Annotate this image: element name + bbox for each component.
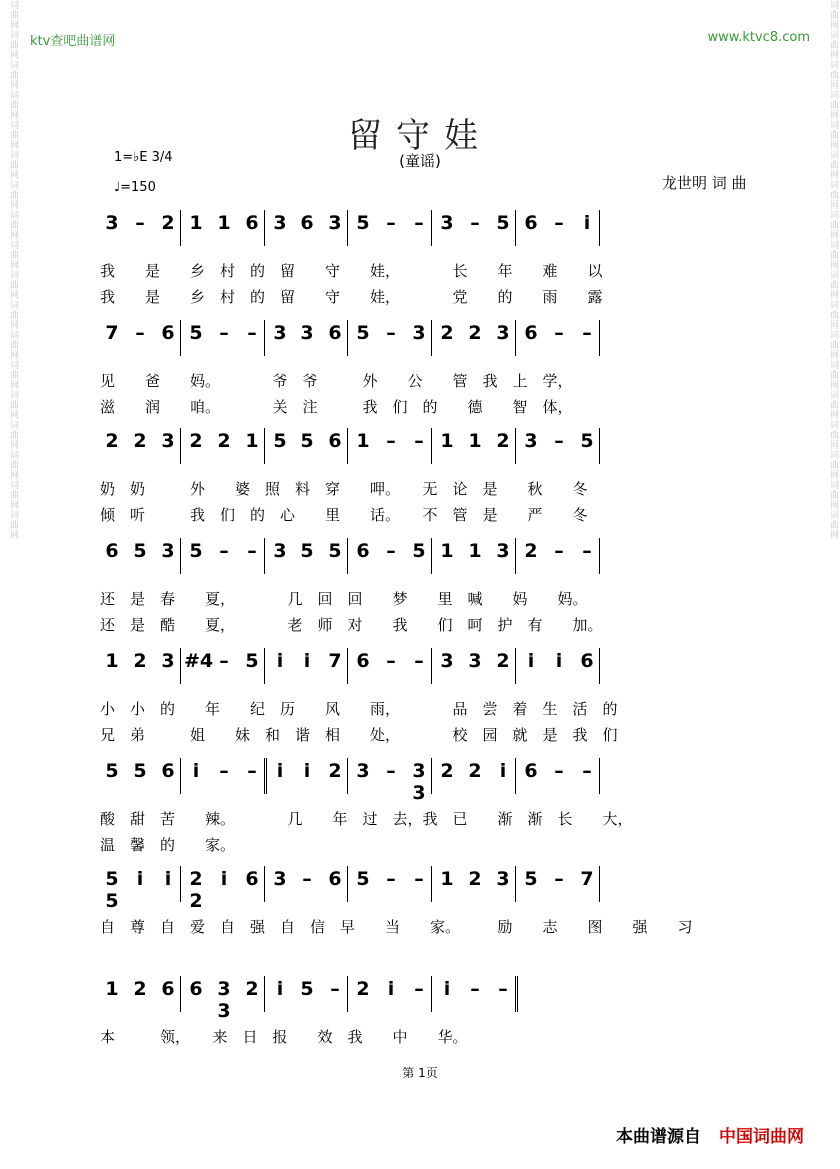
barline xyxy=(264,758,267,794)
notation-row xyxy=(100,978,770,1022)
note: 5 xyxy=(580,430,594,452)
source-label: 本曲谱源自 xyxy=(616,1127,701,1147)
note: – xyxy=(414,212,424,234)
note: 3 xyxy=(273,540,287,562)
barline xyxy=(264,320,265,356)
note: i xyxy=(276,978,284,1000)
notation-row xyxy=(100,650,770,686)
note: – xyxy=(386,212,396,234)
note: #4 xyxy=(184,650,214,672)
note: 3 xyxy=(496,322,510,344)
note: i xyxy=(136,868,144,890)
note: 3 xyxy=(273,322,287,344)
note: 5 xyxy=(105,760,119,782)
note: 3 xyxy=(412,322,426,344)
note: 2 xyxy=(133,650,147,672)
note: – xyxy=(386,650,396,672)
barline xyxy=(515,758,516,794)
note: 2 xyxy=(468,760,482,782)
note: 3 xyxy=(105,212,119,234)
note: – xyxy=(554,212,564,234)
note: 2 xyxy=(524,540,538,562)
note: 1 xyxy=(105,650,119,672)
note: 2 xyxy=(217,430,231,452)
site-link-right[interactable]: www.ktvc8.com xyxy=(707,30,810,45)
note: – xyxy=(386,868,396,890)
lyric-line: 本 领， 来 日 报 效 我 中 华。 xyxy=(100,1028,468,1046)
note: 2 xyxy=(328,760,342,782)
note: i xyxy=(276,650,284,672)
notation-row xyxy=(100,760,770,804)
note: 5 xyxy=(133,540,147,562)
note: – xyxy=(554,760,564,782)
note: 1 xyxy=(217,212,231,234)
barline xyxy=(599,538,600,574)
note: – xyxy=(470,978,480,1000)
note: – xyxy=(302,868,312,890)
barline xyxy=(180,976,181,1012)
note: 3 xyxy=(496,868,510,890)
lyric-line: 滋 润 咱。 关 注 我 们 的 德 智 体， xyxy=(100,398,573,416)
note: i xyxy=(303,650,311,672)
note: 1 xyxy=(245,430,259,452)
song-author: 龙世明 词 曲 xyxy=(662,174,747,192)
barline xyxy=(431,428,432,464)
note: 7 xyxy=(105,322,119,344)
note: 2 xyxy=(356,978,370,1000)
note: 6 xyxy=(580,650,594,672)
note: i xyxy=(276,760,284,782)
side-watermark-right: 词曲网词曲网词曲网词曲网词曲网词曲网词曲网词曲网词曲网词曲网词曲网词曲网词曲网词曲网词曲网词曲网词曲网词曲网 xyxy=(828,0,838,540)
note: 3 xyxy=(161,430,175,452)
note: 6 xyxy=(524,322,538,344)
barline xyxy=(431,210,432,246)
barline xyxy=(180,648,181,684)
lyric-line: 还 是 春 夏， 几 回 回 梦 里 喊 妈 妈。 xyxy=(100,590,588,608)
note: 3 xyxy=(273,212,287,234)
note: 6 xyxy=(161,978,175,1000)
song-subtitle: (童谣) xyxy=(399,152,441,170)
note: i xyxy=(499,760,507,782)
barline xyxy=(599,428,600,464)
barline xyxy=(347,538,348,574)
side-watermark-left: 词曲网词曲网词曲网词曲网词曲网词曲网词曲网词曲网词曲网词曲网词曲网词曲网词曲网词曲网词曲网词曲网词曲网词曲网 xyxy=(8,0,18,540)
barline xyxy=(431,758,432,794)
note: 3 xyxy=(356,760,370,782)
note: 3 xyxy=(161,540,175,562)
note: 5 5 xyxy=(105,868,119,912)
note: 6 xyxy=(356,540,370,562)
note: 1 xyxy=(440,868,454,890)
note: – xyxy=(582,760,592,782)
barline xyxy=(347,648,348,684)
lyric-line: 小 小 的 年 纪 历 风 雨， 品 尝 着 生 活 的 xyxy=(100,700,618,718)
key-signature: 1=♭E 3/4 xyxy=(114,150,173,165)
tempo-mark: ♩=150 xyxy=(114,180,156,195)
note: 5 xyxy=(273,430,287,452)
note: 5 xyxy=(356,322,370,344)
note: – xyxy=(554,322,564,344)
note: 2 xyxy=(468,322,482,344)
note: – xyxy=(330,978,340,1000)
note: – xyxy=(135,322,145,344)
notation-row xyxy=(100,212,770,248)
lyric-line: 见 爸 妈。 爷 爷 外 公 管 我 上 学， xyxy=(100,372,573,390)
note: 6 xyxy=(105,540,119,562)
note: – xyxy=(219,760,229,782)
barline xyxy=(264,976,265,1012)
note: i xyxy=(555,650,563,672)
barline xyxy=(264,866,265,902)
note: 3 xyxy=(496,540,510,562)
note: 5 xyxy=(189,540,203,562)
note: – xyxy=(554,540,564,562)
barline xyxy=(347,210,348,246)
note: – xyxy=(582,322,592,344)
notation-row xyxy=(100,868,770,912)
notation-row xyxy=(100,430,770,466)
barline xyxy=(515,428,516,464)
note: 7 xyxy=(580,868,594,890)
note: 5 xyxy=(356,212,370,234)
source-credit xyxy=(616,1122,804,1147)
barline xyxy=(599,320,600,356)
note: i xyxy=(303,760,311,782)
note: 2 2 xyxy=(189,868,203,912)
note: 2 xyxy=(468,868,482,890)
note: – xyxy=(414,978,424,1000)
note: 1 xyxy=(356,430,370,452)
note: 2 xyxy=(161,212,175,234)
barline xyxy=(180,428,181,464)
note: – xyxy=(554,868,564,890)
note: – xyxy=(386,430,396,452)
barline xyxy=(515,976,518,1012)
barline xyxy=(431,538,432,574)
note: 1 xyxy=(468,430,482,452)
note: – xyxy=(219,322,229,344)
lyric-line: 温 馨 的 家。 xyxy=(100,836,236,854)
note: 6 xyxy=(328,430,342,452)
notation-row xyxy=(100,322,770,358)
note: 3 xyxy=(300,322,314,344)
barline xyxy=(431,976,432,1012)
note: – xyxy=(386,322,396,344)
barline xyxy=(347,866,348,902)
note: – xyxy=(582,540,592,562)
note: 6 xyxy=(328,322,342,344)
note: i xyxy=(192,760,200,782)
note: 5 xyxy=(300,430,314,452)
note: 2 xyxy=(496,650,510,672)
note: 3 xyxy=(440,212,454,234)
barline xyxy=(264,648,265,684)
note: 1 xyxy=(189,212,203,234)
barline xyxy=(180,320,181,356)
note: – xyxy=(247,540,257,562)
note: 5 xyxy=(496,212,510,234)
note: 2 xyxy=(440,322,454,344)
note: 5 xyxy=(133,760,147,782)
note: 6 xyxy=(189,978,203,1000)
source-site-link[interactable]: 中国词曲网 xyxy=(719,1127,804,1147)
page-number: 第 1页 xyxy=(402,1066,438,1080)
note: – xyxy=(554,430,564,452)
barline xyxy=(180,866,181,902)
note: 3 3 xyxy=(217,978,231,1022)
barline xyxy=(347,428,348,464)
lyric-line: 还 是 酷 夏， 老 师 对 我 们 呵 护 有 加。 xyxy=(100,616,603,634)
note: 6 xyxy=(356,650,370,672)
note: 6 xyxy=(161,322,175,344)
note: i xyxy=(583,212,591,234)
lyric-line: 自 尊 自 爱 自 强 自 信 早 当 家。 励 志 图 强 习 xyxy=(100,918,693,936)
barline xyxy=(515,866,516,902)
barline xyxy=(347,758,348,794)
barline xyxy=(515,538,516,574)
lyric-line: 兄 弟 姐 妹 和 谐 相 处， 校 园 就 是 我 们 xyxy=(100,726,618,744)
note: 5 xyxy=(245,650,259,672)
note: – xyxy=(386,540,396,562)
note: 2 xyxy=(440,760,454,782)
note: i xyxy=(164,868,172,890)
note: 1 xyxy=(440,540,454,562)
note: 5 xyxy=(300,540,314,562)
note: – xyxy=(247,322,257,344)
barline xyxy=(264,428,265,464)
song-title: 留守娃 xyxy=(348,116,492,156)
barline xyxy=(264,538,265,574)
note: 1 xyxy=(468,540,482,562)
note: 6 xyxy=(524,760,538,782)
site-link-left[interactable]: ktv查吧曲谱网 xyxy=(30,34,116,49)
barline xyxy=(180,758,181,794)
barline xyxy=(599,866,600,902)
note: 2 xyxy=(133,430,147,452)
lyric-line: 我 是 乡 村 的 留 守 娃， 长 年 难 以 xyxy=(100,262,603,280)
lyric-line: 倾 听 我 们 的 心 里 话。 不 管 是 严 冬 xyxy=(100,506,588,524)
barline xyxy=(515,320,516,356)
barline xyxy=(180,210,181,246)
note: 3 xyxy=(328,212,342,234)
note: – xyxy=(135,212,145,234)
note: – xyxy=(219,540,229,562)
note: 3 xyxy=(161,650,175,672)
note: 5 xyxy=(524,868,538,890)
lyric-line: 酸 甜 苦 辣。 几 年 过 去，我 已 渐 渐 长 大， xyxy=(100,810,633,828)
note: 2 xyxy=(245,978,259,1000)
barline xyxy=(599,648,600,684)
barline xyxy=(431,648,432,684)
note: – xyxy=(414,430,424,452)
barline xyxy=(264,210,265,246)
note: – xyxy=(414,868,424,890)
note: – xyxy=(247,760,257,782)
barline xyxy=(347,320,348,356)
barline xyxy=(347,976,348,1012)
note: 3 xyxy=(440,650,454,672)
note: 6 xyxy=(161,760,175,782)
note: 2 xyxy=(105,430,119,452)
note: i xyxy=(220,868,228,890)
barline xyxy=(431,320,432,356)
barline xyxy=(599,758,600,794)
note: 1 xyxy=(440,430,454,452)
note: 7 xyxy=(328,650,342,672)
note: 5 xyxy=(356,868,370,890)
note: 6 xyxy=(300,212,314,234)
note: – xyxy=(414,650,424,672)
note: – xyxy=(386,760,396,782)
notation-row xyxy=(100,540,770,576)
note: 6 xyxy=(245,212,259,234)
note: 3 xyxy=(273,868,287,890)
note: 6 xyxy=(328,868,342,890)
note: 6 xyxy=(245,868,259,890)
note: – xyxy=(470,212,480,234)
barline xyxy=(431,866,432,902)
note: 5 xyxy=(189,322,203,344)
note: 5 xyxy=(328,540,342,562)
barline xyxy=(515,648,516,684)
note: 2 xyxy=(496,430,510,452)
note: 3 xyxy=(524,430,538,452)
note: 5 xyxy=(300,978,314,1000)
note: i xyxy=(443,978,451,1000)
note: 6 xyxy=(524,212,538,234)
barline xyxy=(515,210,516,246)
note: 3 3 xyxy=(412,760,426,804)
note: i xyxy=(527,650,535,672)
barline xyxy=(599,210,600,246)
note: – xyxy=(498,978,508,1000)
lyric-line: 奶 奶 外 婆 照 料 穿 呷。 无 论 是 秋 冬 xyxy=(100,480,588,498)
note: – xyxy=(219,650,229,672)
note: 1 xyxy=(105,978,119,1000)
barline xyxy=(180,538,181,574)
note: 2 xyxy=(189,430,203,452)
lyric-line: 我 是 乡 村 的 留 守 娃， 党 的 雨 露 xyxy=(100,288,603,306)
note: 5 xyxy=(412,540,426,562)
note: i xyxy=(387,978,395,1000)
note: 2 xyxy=(133,978,147,1000)
note: 3 xyxy=(468,650,482,672)
